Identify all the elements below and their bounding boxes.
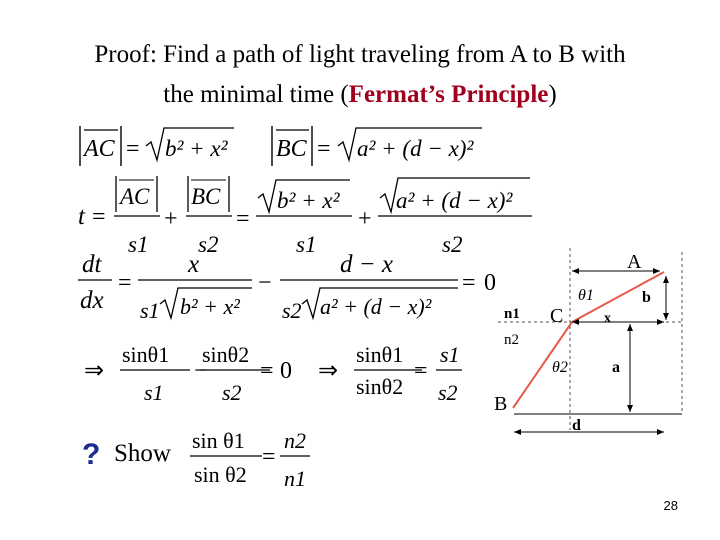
eq-snell-derivation: [84, 342, 462, 405]
svg-text:a² + (d − x)²: a² + (d − x)²: [320, 294, 432, 319]
label-c-point: C: [550, 305, 564, 327]
svg-text:=: =: [118, 270, 132, 296]
svg-text:+: +: [164, 206, 178, 232]
svg-text:sinθ2: sinθ2: [356, 374, 404, 399]
show-lhs-numerator: sin θ1: [192, 428, 245, 453]
ac-label: AC: [84, 136, 115, 162]
svg-text:b² + x²: b² + x²: [180, 294, 240, 319]
dx-denominator: dx: [80, 287, 104, 314]
d-minus-x-numerator: d − x: [340, 251, 393, 278]
sin-theta1-numerator: sinθ1: [122, 342, 170, 367]
show-rhs-numerator: n2: [284, 428, 306, 453]
svg-text:s1: s1: [440, 342, 460, 367]
svg-text:=: =: [92, 204, 106, 230]
svg-text:=: =: [126, 136, 140, 162]
svg-text:s2: s2: [222, 380, 242, 405]
label-b-point: B: [494, 393, 508, 415]
slide-number: 28: [663, 498, 678, 513]
show-label: Show: [114, 440, 171, 467]
eq-total-time: [78, 176, 532, 257]
dt-numerator: dt: [82, 251, 102, 278]
svg-text:=: =: [414, 358, 428, 384]
label-a-length: a: [612, 359, 620, 376]
svg-text:s1: s1: [140, 298, 160, 323]
svg-text:−: −: [194, 358, 208, 384]
svg-text:AC: AC: [120, 184, 150, 209]
svg-text:s2: s2: [282, 298, 302, 323]
svg-text:=: =: [317, 136, 331, 162]
label-theta1: θ1: [578, 287, 594, 304]
show-rhs-denominator: n1: [284, 466, 306, 491]
svg-text:−: −: [258, 270, 272, 296]
svg-text:sinθ1: sinθ1: [356, 342, 404, 367]
t-symbol: t: [78, 203, 85, 230]
show-lhs-denominator: sin θ2: [194, 462, 247, 487]
refraction-diagram: [494, 248, 684, 435]
zero-result: 0: [484, 270, 496, 296]
label-d-length: d: [572, 417, 581, 434]
title-prefix: the minimal time (: [163, 81, 349, 108]
svg-text:⇒: ⇒: [318, 358, 339, 384]
eq-derivative: [78, 251, 496, 323]
bc-label: BC: [276, 136, 307, 162]
label-theta2: θ2: [552, 359, 568, 376]
label-n1: n1: [504, 306, 520, 322]
bc-radicand: a² + (d − x)²: [357, 136, 474, 161]
s1-denominator: s1: [128, 232, 149, 257]
label-a-point: A: [627, 251, 642, 273]
svg-text:=: =: [262, 444, 276, 470]
s2-denominator: s2: [198, 232, 219, 257]
svg-text:s2: s2: [442, 232, 463, 257]
svg-text:+: +: [358, 206, 372, 232]
svg-text:BC: BC: [191, 184, 221, 209]
eq-bc-length: [272, 126, 482, 166]
label-b-length: b: [642, 289, 651, 306]
svg-text:=: =: [260, 358, 274, 384]
ac-radicand: b² + x²: [165, 136, 228, 161]
svg-text:s1: s1: [144, 380, 164, 405]
x-numerator: x: [188, 251, 200, 278]
svg-text:a² + (d − x)²: a² + (d − x)²: [396, 188, 513, 213]
svg-text:s2: s2: [438, 380, 458, 405]
slide-title-line-1: Proof: Find a path of light traveling from A to B with: [94, 41, 626, 68]
fermat-principle-emphasis: Fermat’s Principle: [348, 81, 549, 108]
svg-text:=: =: [462, 270, 476, 296]
question-mark-icon: ?: [82, 438, 101, 471]
eq-ac-length: [80, 126, 234, 166]
svg-text:s1: s1: [296, 232, 317, 257]
svg-text:=: =: [236, 206, 250, 232]
svg-text:⇒: ⇒: [84, 358, 105, 384]
svg-text:b² + x²: b² + x²: [277, 188, 340, 213]
show-equation: [190, 428, 310, 491]
sin-theta2-numerator: sinθ2: [202, 342, 250, 367]
label-x-length: x: [604, 311, 611, 326]
label-n2: n2: [504, 332, 519, 348]
title-suffix: ): [548, 81, 557, 108]
svg-text:0: 0: [280, 358, 292, 384]
